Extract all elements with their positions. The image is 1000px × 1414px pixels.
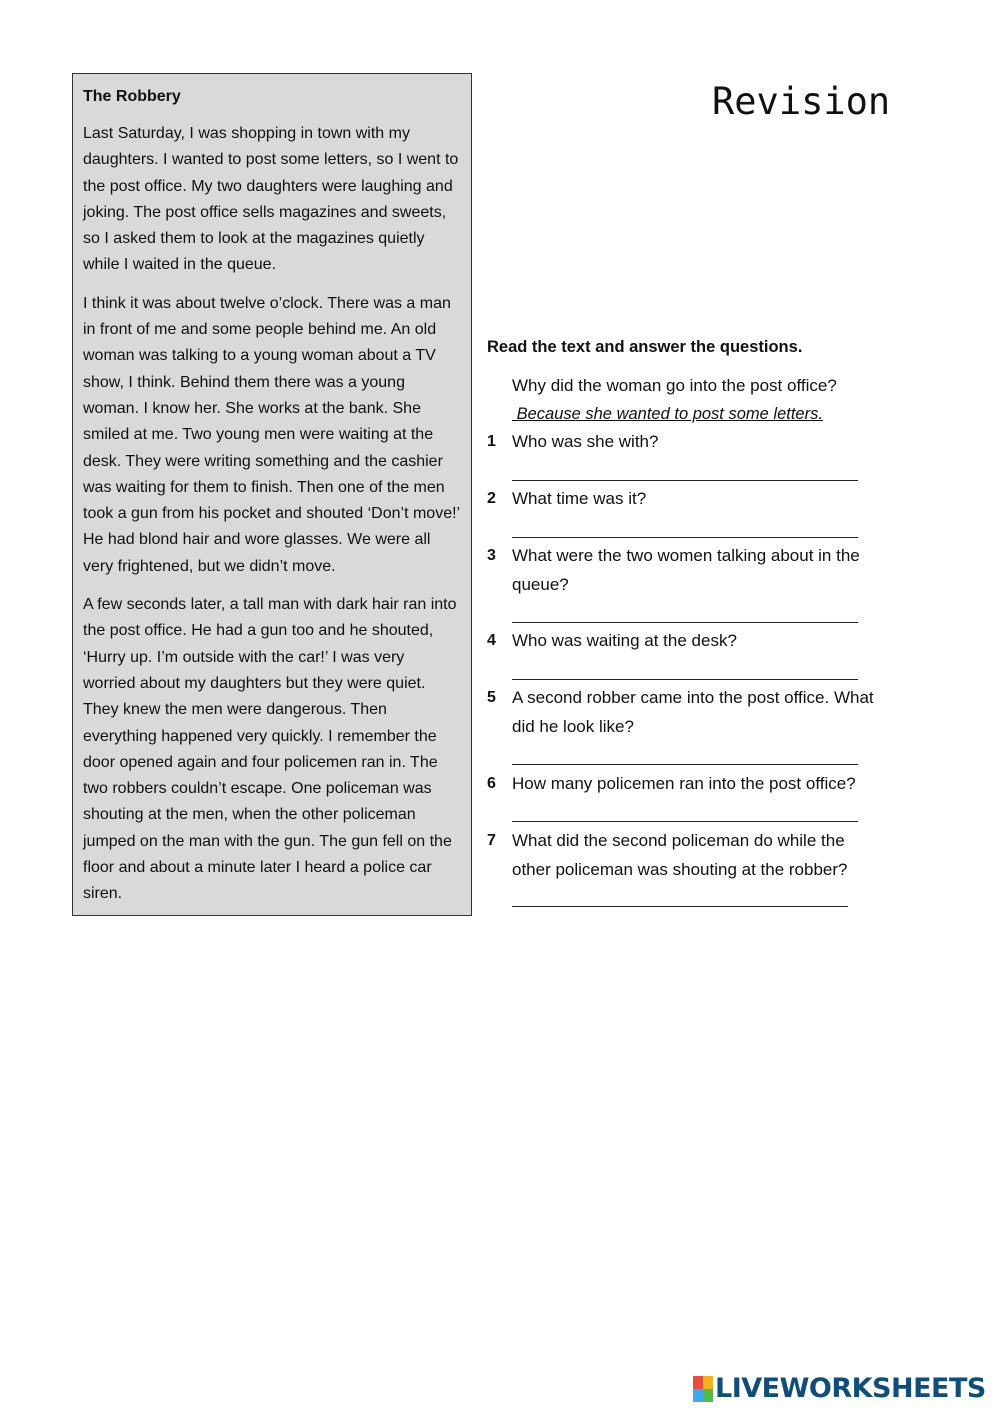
story-paragraph: I think it was about twelve o’clock. There was a man in front of me and some people behind me. An old woman was talking to a young woman about a TV show, I think. Behind them there was a young woman. I know her. She works at the bank. She smiled at me. Two young men were waiting at the desk. They were writing something and the cashier was waiting for them to finish. Then one of the men took a gun from his pocket and shouted ‘Don’t move!’ He had blond hair and wore glasses. We were all very frightened, but we didn’t move. — [83, 294, 460, 575]
question-number: 5 — [487, 689, 496, 706]
question-text: What time was it? — [512, 489, 647, 508]
instructions: Read the text and answer the questions. — [487, 338, 803, 356]
answer-line-3[interactable] — [512, 622, 858, 623]
example-question: Why did the woman go into the post office? — [512, 376, 837, 395]
logo-block-green — [703, 1389, 713, 1402]
logo-block-blue — [693, 1389, 703, 1402]
question-number: 4 — [487, 632, 496, 649]
question-text: Who was waiting at the desk? — [512, 631, 737, 650]
answer-line-5[interactable] — [512, 764, 858, 765]
question-text: Who was she with? — [512, 432, 659, 451]
answer-line-1[interactable] — [512, 480, 858, 481]
logo-block-red — [693, 1376, 703, 1389]
story-title: The Robbery — [83, 88, 181, 105]
answer-line-6[interactable] — [512, 821, 858, 822]
question-number: 6 — [487, 775, 496, 792]
question-number: 2 — [487, 490, 496, 507]
story-box — [72, 73, 472, 916]
logo-text: LIVEWORKSHEETS — [715, 1373, 986, 1404]
question-text: A second robber came into the post office. What did he look like? — [512, 688, 874, 736]
question-number: 3 — [487, 547, 496, 564]
answer-line-4[interactable] — [512, 679, 858, 680]
question-text: How many policemen ran into the post office? — [512, 774, 856, 793]
question-number: 7 — [487, 832, 496, 849]
answer-line-7[interactable] — [512, 906, 848, 907]
story-paragraph: A few seconds later, a tall man with dark hair ran into the post office. He had a gun too and he shouted, ‘Hurry up. I’m outside with the car!’ I was very worried about my daughters but they were quiet. They knew the men were dangerous. Then everything happened very quickly. I remember the door opened again and four policemen ran in. The two robbers couldn’t escape. One policeman was shouting at the men, when the other policeman jumped on the man with the gun. The gun fell on the floor and about a minute later I heard a police car siren. — [83, 596, 457, 903]
logo-blocks-icon — [693, 1376, 713, 1402]
question-number: 1 — [487, 433, 496, 450]
story-paragraph: Last Saturday, I was shopping in town with my daughters. I wanted to post some letters, so I went to the post office. My two daughters were laughing and joking. The post office sells magazines and sweets, so I asked them to look at the magazines quietly while I waited in the queue. — [83, 125, 459, 274]
question-text: What did the second policeman do while the other policeman was shouting at the robber? — [512, 831, 848, 879]
logo-block-yellow — [703, 1376, 713, 1389]
example-answer: Because she wanted to post some letters. — [512, 405, 823, 423]
page-title: Revision — [712, 80, 891, 123]
question-text: What were the two women talking about in the queue? — [512, 546, 860, 594]
answer-line-2[interactable] — [512, 537, 858, 538]
liveworksheets-logo — [693, 1373, 986, 1405]
